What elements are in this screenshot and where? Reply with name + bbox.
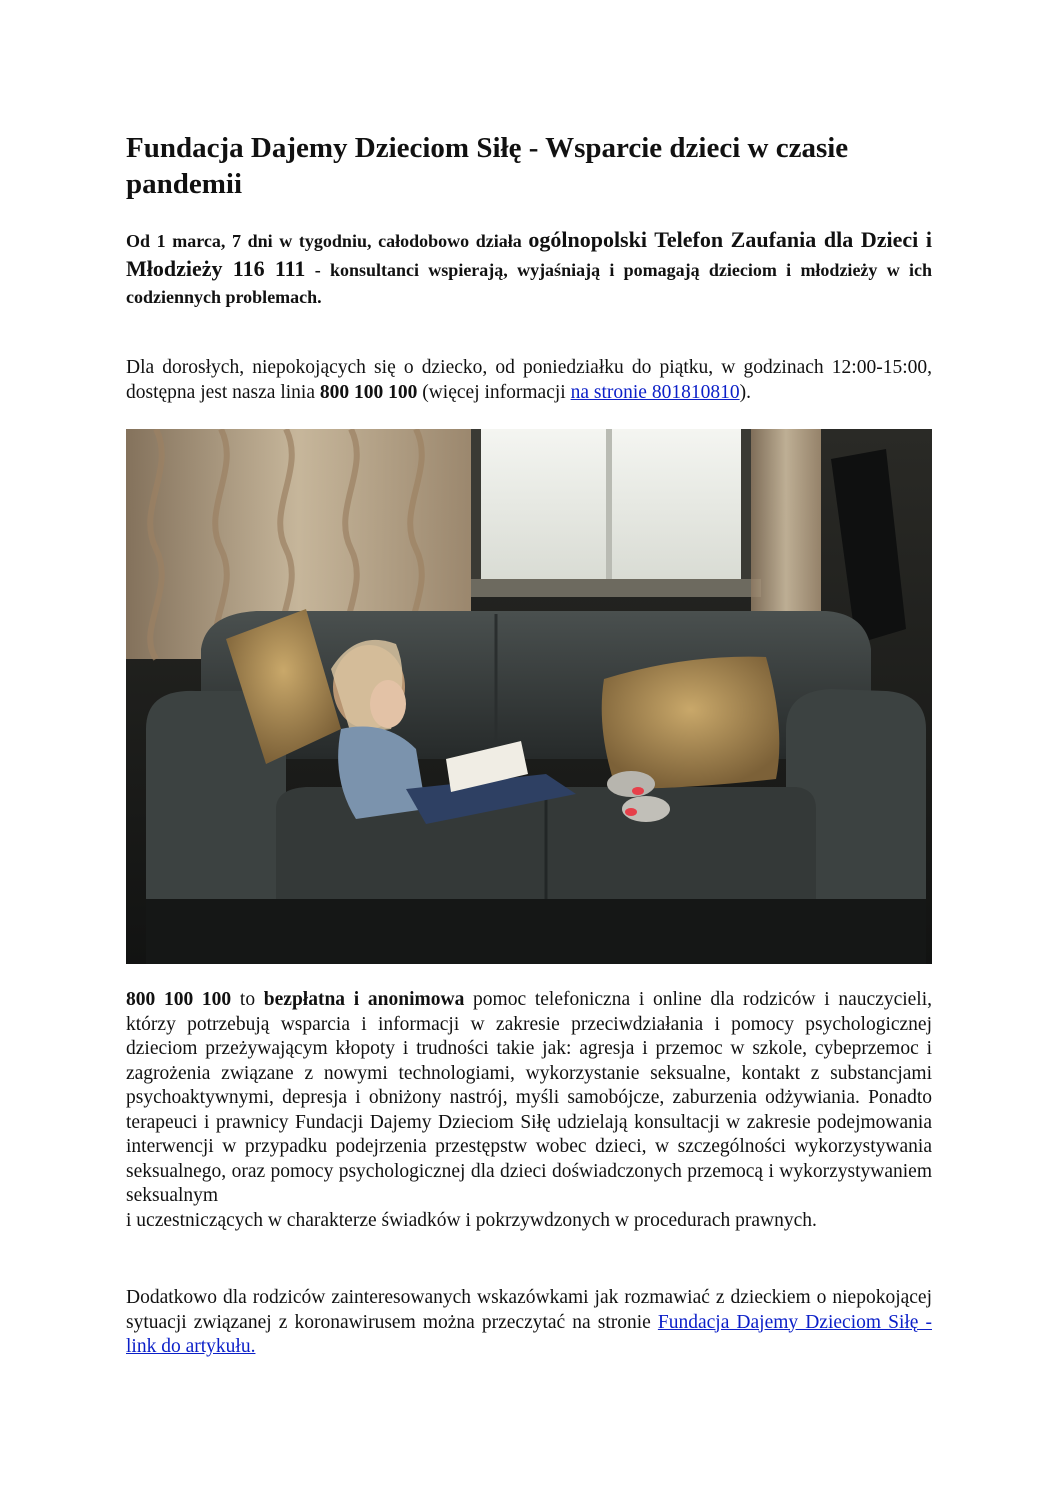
service-description-paragraph (126, 988, 932, 1233)
helpline-116111: ogólnopolski Telefon Zaufania dla Dzieci i Młodzieży 116 111 (126, 227, 932, 281)
link-801810810[interactable]: na stronie 801810810 (570, 381, 740, 403)
lead-text-start: Od 1 marca, 7 dni w tygodniu, całodobowo działa (126, 231, 529, 251)
para3-text: Dodatkowo dla rodziców zainteresowanych wskazówkami jak rozmawiać z dzieckiem o niepokojącej sytuacji związanej z koronawirusem można przeczytać na stronie (126, 1287, 932, 1333)
helpline-number: 800 100 100 (319, 381, 418, 403)
para2-text-2: pomoc telefoniczna i online dla rodziców i nauczycieli, którzy potrzebują wsparcia i informacji w zakresie przeciwdziałania i pomocy psychologicznej dzieciom przeżywającym kłopoty i trudności takie jak: agresja i przemoc w szkole, cybeprzemoc i zagrożenia związane z nowymi technologiami, wykorzystanie seksualne, kontakt z substancjami psychoaktywnymi, depresja i obniżony nastrój, myśli samobójcze, zaburzenia odżywiania. Ponadto terapeuci i prawnicy Fundacji Dajemy Dzieciom Siłę udzielają konsultacji w zakresie podejmowania interwencji w przypadku podejrzenia przestępstw wobec dzieci, w szczególności wykorzystywania seksualnego, oraz pomocy psychologicznej dla dzieci doświadczonych przemocą i wykorzystywaniem seksualnym (126, 989, 933, 1206)
para1-text: Dla dorosłych, niepokojących się o dziecko, od poniedziałku do piątku, w godzinach 12:00-15:00, dostępna jest nasza linia (126, 357, 932, 403)
adult-helpline-paragraph (126, 356, 932, 405)
para1-text-2: (więcej informacji (417, 381, 571, 403)
para1-text-3: ). (739, 381, 751, 403)
child-reading-on-sofa-photo (126, 429, 932, 964)
link-article[interactable]: Fundacja Dajemy Dzieciom Siłę - link do artykułu. (126, 1311, 932, 1357)
page-title: Fundacja Dajemy Dzieciom Siłę - Wsparcie dzieci w czasie pandemii (126, 132, 849, 200)
lead-paragraph (126, 226, 932, 311)
free-anonymous-label: bezpłatna i anonimowa (263, 989, 465, 1010)
lead-text-end: - konsultanci wspierają, wyjaśniają i pomagają dzieciom i młodzieży w ich codziennych problemach. (126, 260, 932, 307)
additional-info-paragraph (126, 1286, 932, 1360)
para2-text-3: i uczestniczących w charakterze świadków i pokrzywdzonych w procedurach prawnych. (126, 1209, 817, 1231)
helpline-number-2: 800 100 100 (126, 989, 232, 1010)
para2-text: to (231, 989, 264, 1010)
